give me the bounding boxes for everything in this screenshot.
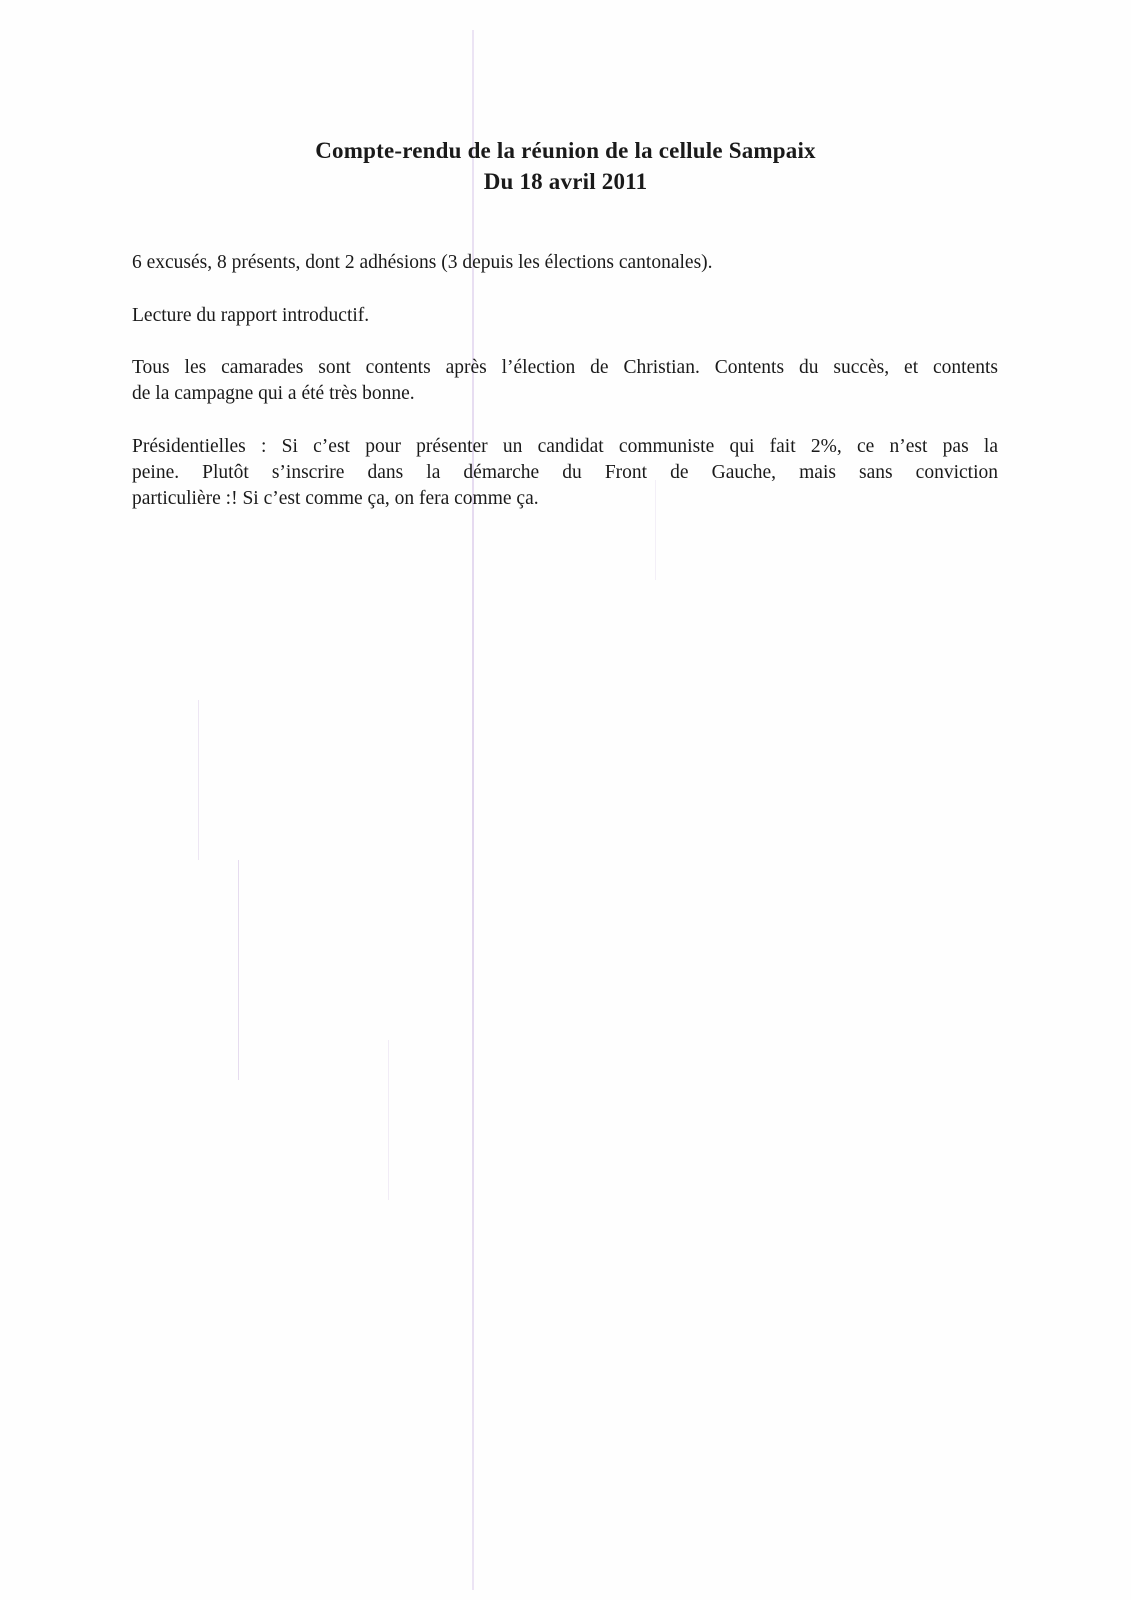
presidential-line-1: Présidentielles : Si c’est pour présenter un candidat communiste qui fait 2%, ce n’est pas la: [132, 436, 998, 457]
attendance-paragraph: 6 excusés, 8 présents, dont 2 adhésions (3 depuis les élections cantonales).: [132, 252, 713, 273]
presidential-line-2: peine. Plutôt s’inscrire dans la démarche du Front de Gauche, mais sans conviction: [132, 462, 998, 483]
election-paragraph: [132, 355, 998, 407]
scan-artifact-line: [198, 700, 199, 860]
presidential-paragraph: [132, 434, 998, 512]
scan-artifact-line: [388, 1040, 389, 1200]
election-line-1: Tous les camarades sont contents après l’élection de Christian. Contents du succès, et contents: [132, 357, 998, 378]
reading-paragraph: Lecture du rapport introductif.: [132, 305, 370, 326]
presidential-line-3: particulière :! Si c’est comme ça, on fera comme ça.: [132, 488, 539, 509]
title-line-2: Du 18 avril 2011: [483, 169, 648, 194]
election-line-2: de la campagne qui a été très bonne.: [132, 383, 415, 404]
title-line-1: Compte-rendu de la réunion de la cellule Sampaix: [315, 138, 816, 163]
document-title: [0, 135, 1131, 197]
scan-artifact-line: [238, 860, 239, 1080]
